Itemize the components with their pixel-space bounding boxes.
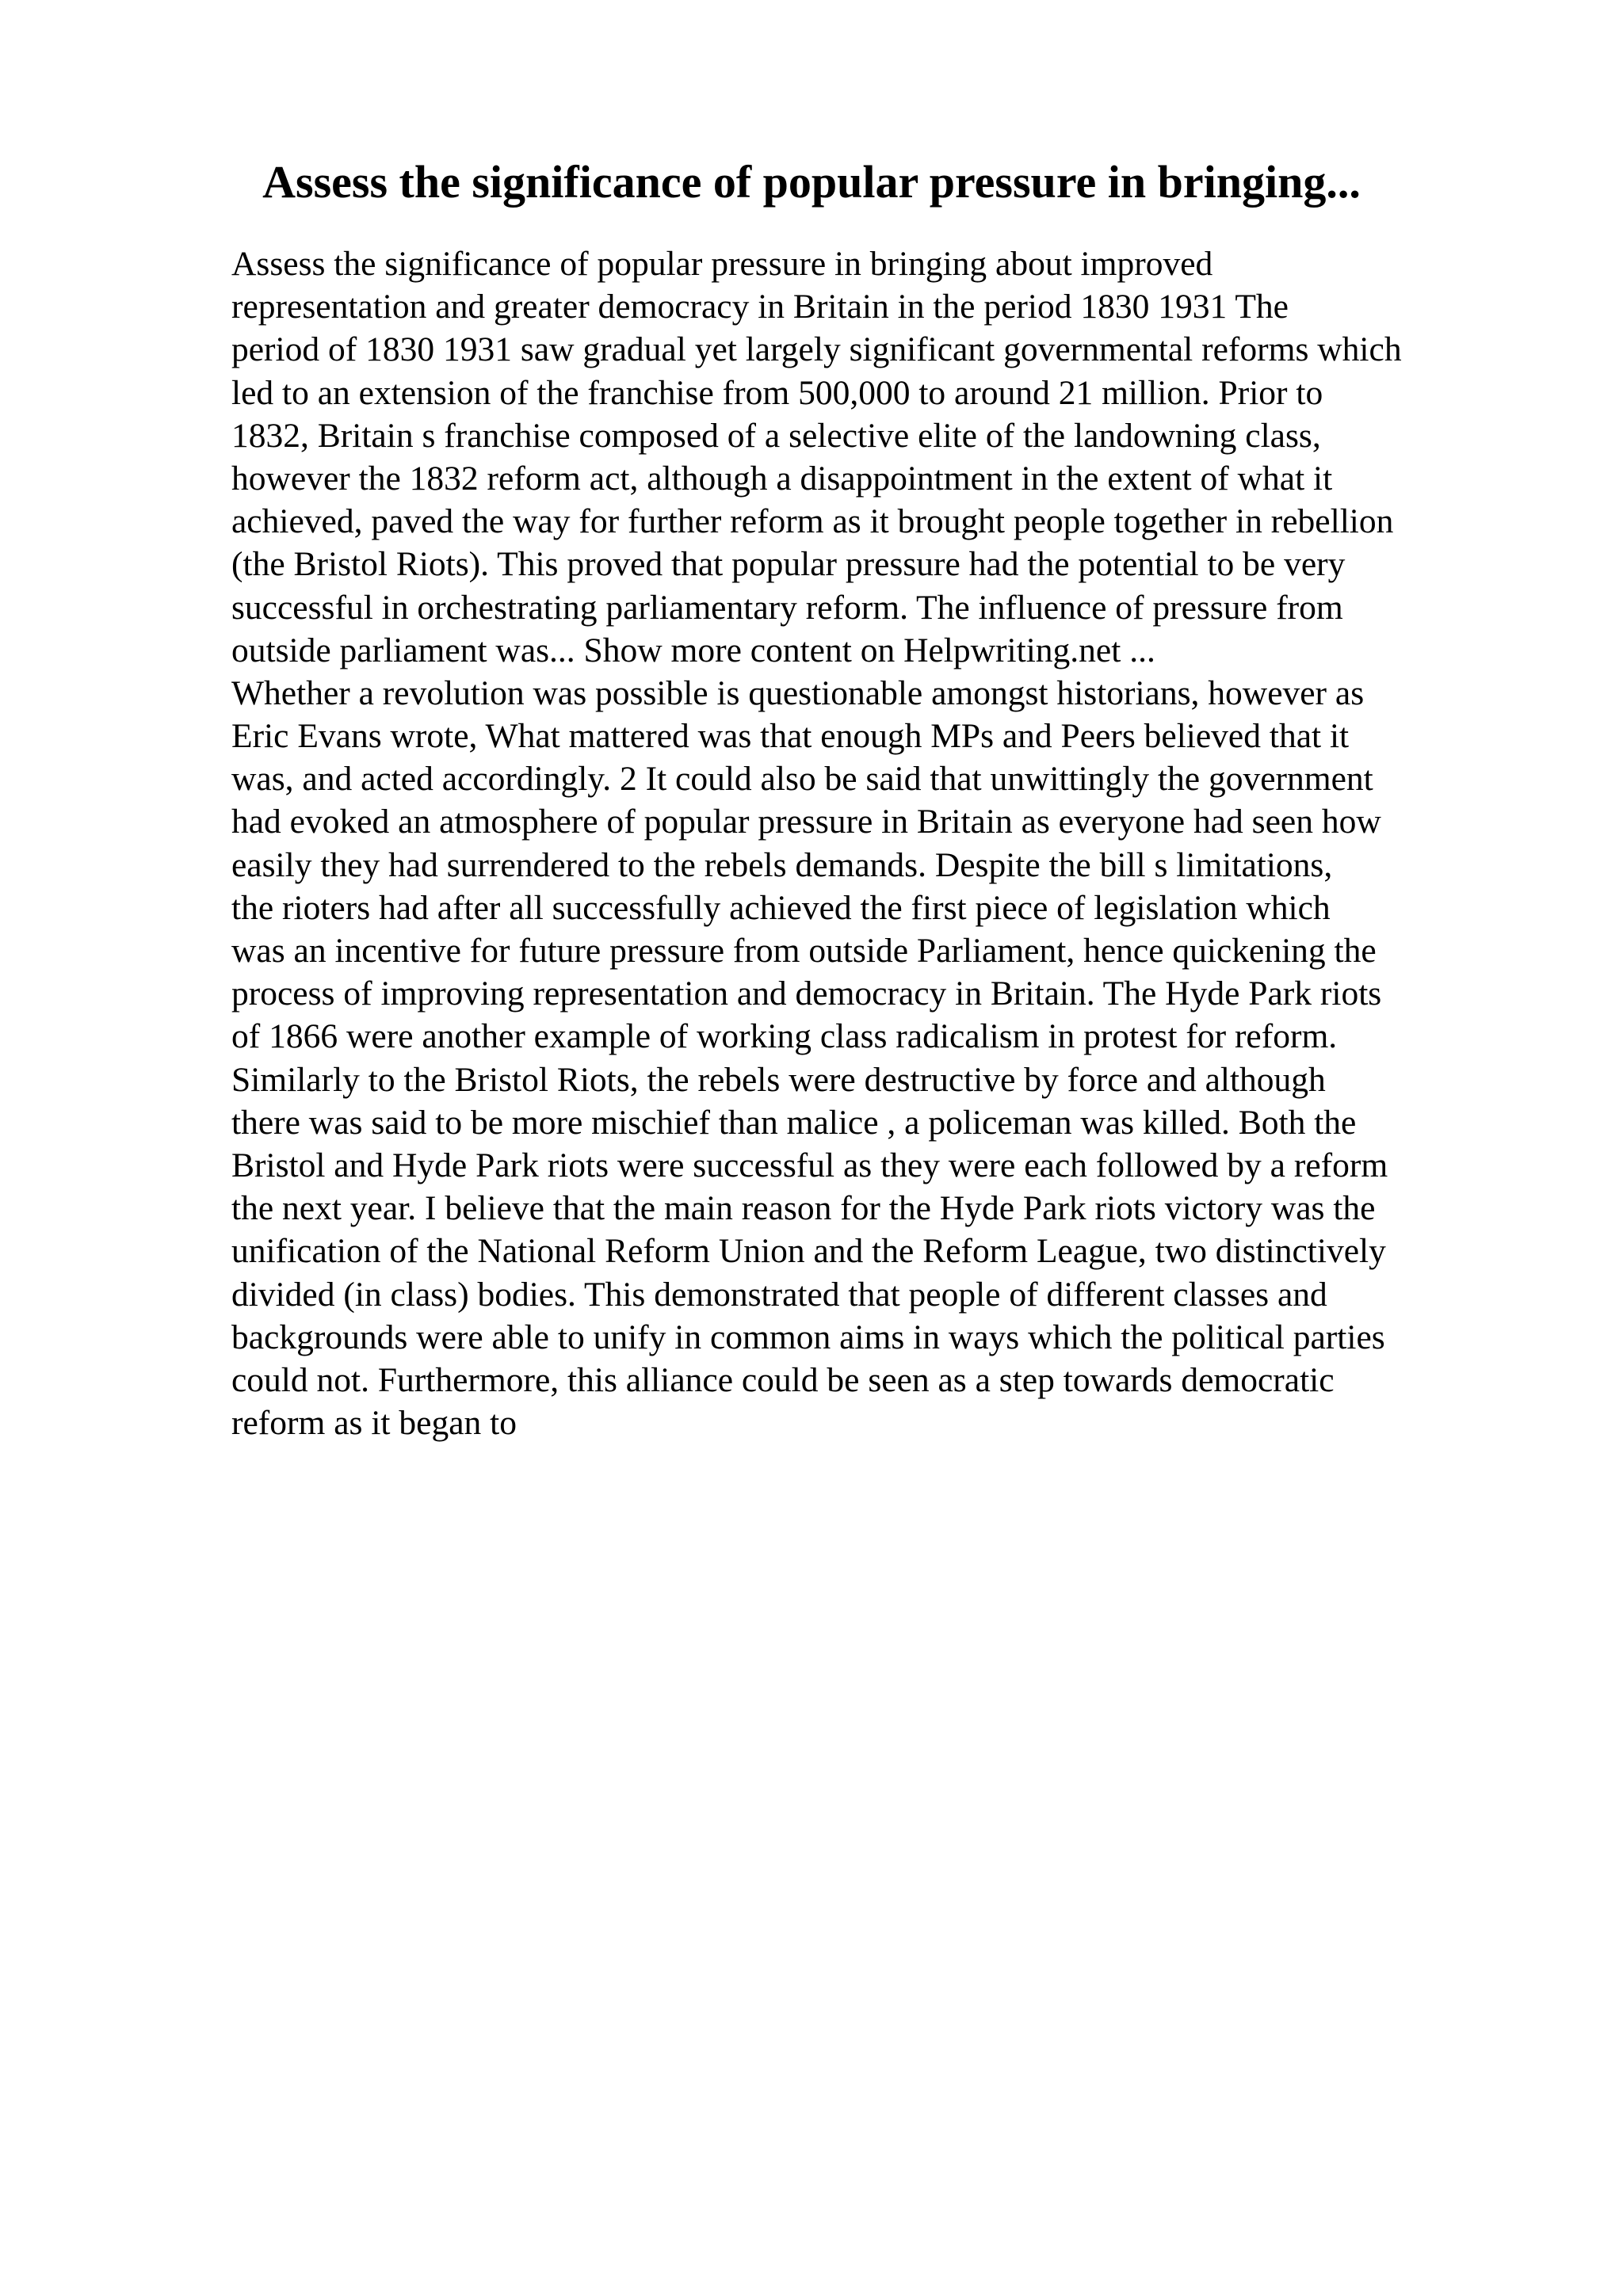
text-line: backgrounds were able to unify in common aims in ways which the political parties — [231, 1318, 1385, 1356]
text-line: divided (in class) bodies. This demonstrated that people of different classes and — [231, 1275, 1327, 1314]
document-title: Assess the significance of popular pressure in bringing... — [262, 156, 1361, 208]
text-line: the rioters had after all successfully achieved the first piece of legislation which — [231, 888, 1331, 927]
essay-body — [231, 242, 1515, 1444]
text-line: Bristol and Hyde Park riots were successful as they were each followed by a reform — [231, 1146, 1388, 1184]
text-line: Similarly to the Bristol Riots, the rebels were destructive by force and although — [231, 1060, 1326, 1099]
text-line: process of improving representation and democracy in Britain. The Hyde Park riots — [231, 974, 1382, 1013]
text-line: representation and greater democracy in Britain in the period 1830 1931 The — [231, 288, 1289, 326]
text-line: had evoked an atmosphere of popular pressure in Britain as everyone had seen how — [231, 803, 1381, 841]
text-line: Eric Evans wrote, What mattered was that enough MPs and Peers believed that it — [231, 717, 1350, 756]
text-line: period of 1830 1931 saw gradual yet largely significant governmental reforms which — [231, 330, 1402, 369]
text-line: successful in orchestrating parliamentary reform. The influence of pressure from — [231, 588, 1343, 627]
text-line: reform as it began to — [231, 1404, 517, 1443]
text-line: Whether a revolution was possible is questionable amongst historians, however as — [231, 673, 1365, 712]
text-line: however the 1832 reform act, although a disappointment in the extent of what it — [231, 459, 1333, 498]
text-line: the next year. I believe that the main reason for the Hyde Park riots victory was the — [231, 1189, 1376, 1228]
text-line: 1832, Britain s franchise composed of a selective elite of the landowning class, — [231, 416, 1321, 455]
text-line: there was said to be more mischief than malice , a policeman was killed. Both the — [231, 1103, 1357, 1142]
text-line: could not. Furthermore, this alliance could be seen as a step towards democratic — [231, 1360, 1335, 1399]
text-line: of 1866 were another example of working class radicalism in protest for reform. — [231, 1017, 1338, 1056]
text-line: (the Bristol Riots). This proved that popular pressure had the potential to be very — [231, 545, 1346, 584]
text-line: achieved, paved the way for further reform as it brought people together in rebellion — [231, 502, 1394, 541]
text-line: unification of the National Reform Union and the Reform League, two distinctively — [231, 1232, 1386, 1271]
text-line: led to an extension of the franchise from 500,000 to around 21 million. Prior to — [231, 373, 1323, 412]
text-line: was an incentive for future pressure from outside Parliament, hence quickening the — [231, 932, 1377, 970]
text-line: Assess the significance of popular pressure in bringing about improved — [231, 245, 1213, 283]
text-line: outside parliament was... Show more content on Helpwriting.net ... — [231, 631, 1155, 669]
text-line: easily they had surrendered to the rebels demands. Despite the bill s limitations, — [231, 845, 1333, 884]
text-line: was, and acted accordingly. 2 It could also be said that unwittingly the government — [231, 760, 1373, 799]
